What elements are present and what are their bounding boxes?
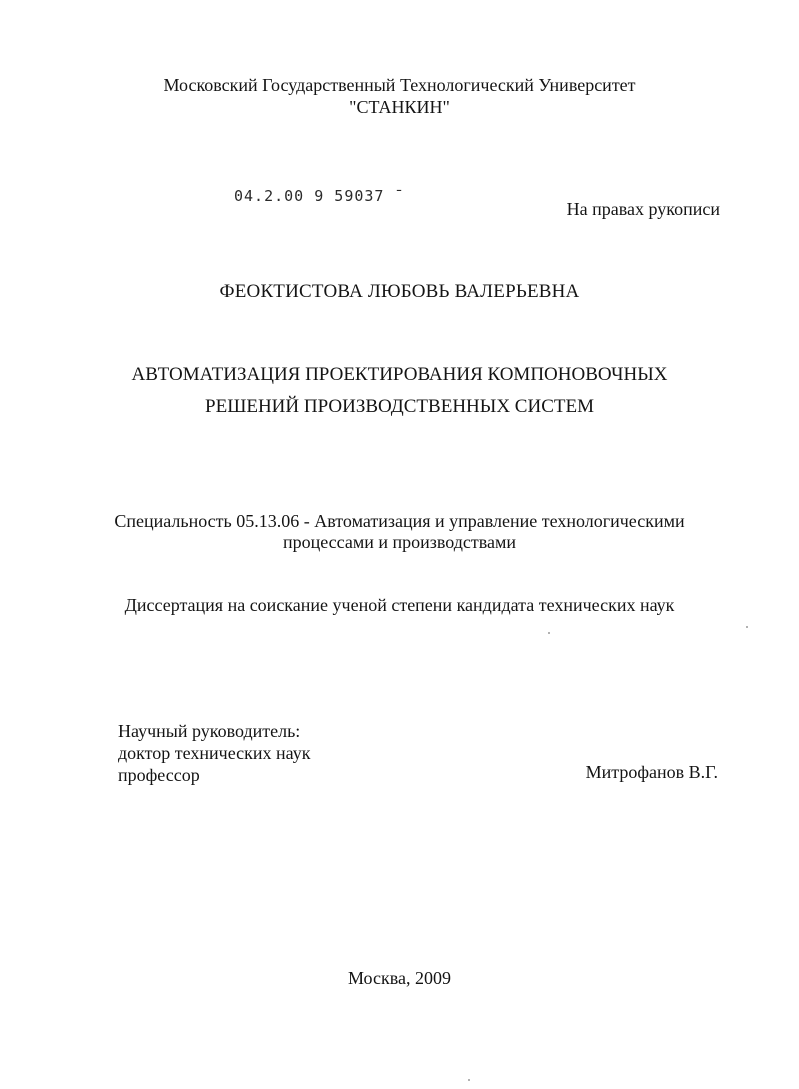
thesis-title-line-1: АВТОМАТИЗАЦИЯ ПРОЕКТИРОВАНИЯ КОМПОНОВОЧНЫХ <box>131 364 668 385</box>
scan-speck <box>468 1079 470 1081</box>
thesis-title-line-2: РЕШЕНИЙ ПРОИЗВОДСТВЕННЫХ СИСТЕМ <box>205 396 594 417</box>
university-name: Московский Государственный Технологический Университет <box>163 75 636 95</box>
city-year: Москва, 2009 <box>348 968 451 988</box>
manuscript-note: На правах рукописи <box>566 199 720 219</box>
advisor-degree: доктор технических наук <box>118 743 311 763</box>
author-name: ФЕОКТИСТОВА ЛЮБОВЬ ВАЛЕРЬЕВНА <box>219 281 580 302</box>
specialty-line-2: процессами и производствами <box>282 532 517 552</box>
scan-speck <box>746 626 748 628</box>
specialty-line-1: Специальность 05.13.06 - Автоматизация и управление технологическими <box>114 511 685 531</box>
university-short-name: "СТАНКИН" <box>349 97 450 117</box>
advisor-rank: профессор <box>118 765 200 785</box>
dissertation-type: Диссертация на соискание ученой степени кандидата технических наук <box>124 595 675 615</box>
advisor-block <box>118 720 311 786</box>
archive-stamp-code: 04.2.00 9 59037 ¯ <box>234 187 405 205</box>
advisor-name: Митрофанов В.Г. <box>585 762 718 782</box>
advisor-label: Научный руководитель: <box>118 721 301 741</box>
scan-speck <box>548 632 550 634</box>
